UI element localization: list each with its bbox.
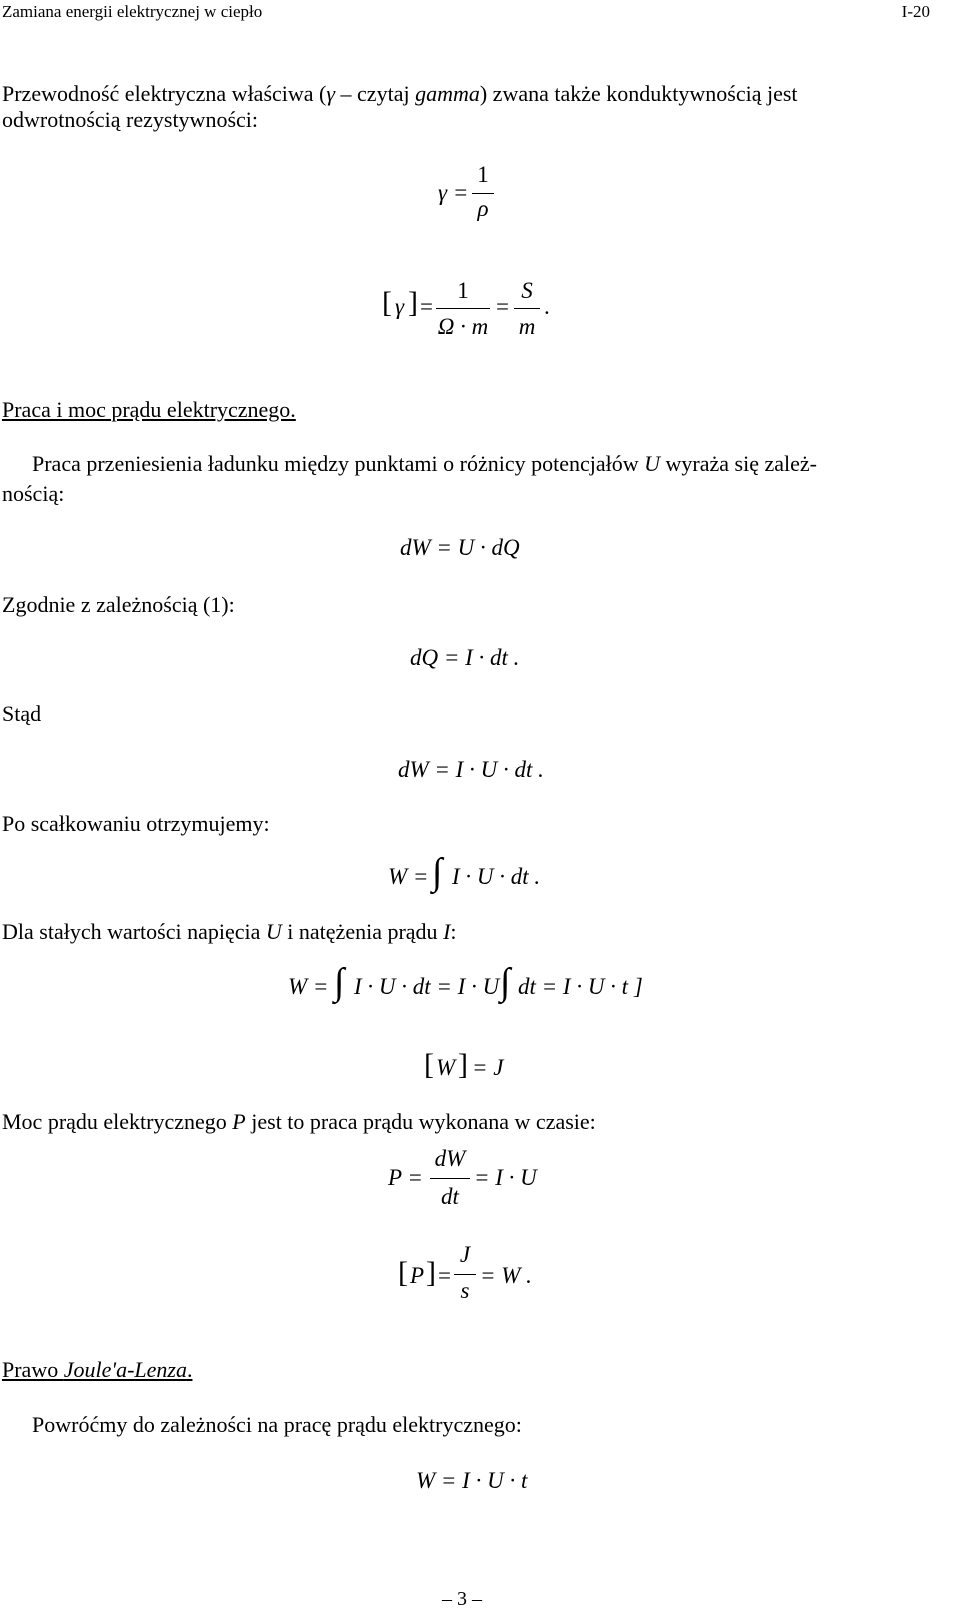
eq1-fraction bbox=[472, 160, 494, 230]
eq10-P: P bbox=[410, 1263, 425, 1288]
eq8-rhs: = J bbox=[472, 1055, 504, 1080]
eq6-rhs: I · U · dt . bbox=[452, 864, 541, 889]
eq2-fraction-b bbox=[514, 272, 540, 342]
paragraph-conductivity-line2: odwrotnością rezystywności: bbox=[2, 107, 258, 132]
eq2-equals-a: = bbox=[420, 294, 433, 319]
text-segment: Dla stałych wartości napięcia bbox=[2, 919, 266, 944]
symbol-U: U bbox=[644, 451, 661, 476]
equation-W-IUt: W = I · U · t bbox=[416, 1468, 528, 1493]
integral-sign: ∫ bbox=[500, 961, 511, 1003]
eq7-rhs: dt = I · U · t ] bbox=[518, 974, 643, 999]
text-segment: jest to praca prądu wykonana w czasie: bbox=[245, 1109, 596, 1134]
eq2-fraction-a bbox=[436, 272, 490, 342]
gamma-symbol: γ bbox=[326, 81, 336, 106]
text-segment: Przewodność elektryczna właściwa ( bbox=[2, 81, 327, 106]
eq1-lhs: γ = bbox=[438, 180, 469, 205]
eq8-W: W bbox=[436, 1055, 456, 1080]
eq9-fraction bbox=[430, 1146, 470, 1216]
text-po-scalkowaniu: Po scałkowaniu otrzymujemy: bbox=[2, 811, 270, 836]
running-header-page: I-20 bbox=[901, 2, 930, 21]
eq9-numerator: dW bbox=[434, 1146, 466, 1171]
text-stad: Stąd bbox=[2, 701, 42, 726]
eq6-lhs: W = bbox=[388, 864, 429, 889]
text-zgodnie: Zgodnie z zależnością (1): bbox=[2, 592, 235, 617]
page-number: – 3 – bbox=[442, 1588, 482, 1610]
text-segment: Moc prądu elektrycznego bbox=[2, 1109, 233, 1134]
fraction-bar bbox=[472, 193, 494, 194]
integral-sign: ∫ bbox=[334, 961, 345, 1003]
eq10-right-bracket: ] bbox=[426, 1256, 436, 1289]
paragraph-work-line2: nością: bbox=[2, 481, 65, 506]
joule-lenz-name: Joule'a-Lenza bbox=[63, 1357, 187, 1382]
eq2-numerator-a: 1 bbox=[457, 278, 469, 303]
section-heading-work-power: Praca i moc prądu elektrycznego. bbox=[2, 397, 296, 422]
eq9-rhs: = I · U bbox=[474, 1165, 537, 1190]
eq10-rhs: = W . bbox=[480, 1263, 532, 1288]
text-segment: i natężenia prądu bbox=[281, 919, 444, 944]
symbol-P: P bbox=[232, 1109, 246, 1134]
eq1-denominator: ρ bbox=[477, 196, 489, 221]
text-segment: : bbox=[450, 919, 457, 944]
paragraph-power bbox=[2, 1108, 596, 1136]
equation-dW-UdQ: dW = U · dQ bbox=[400, 535, 520, 560]
paragraph-work bbox=[32, 450, 817, 478]
eq2-denominator-a: Ω · m bbox=[437, 314, 489, 339]
eq2-period: . bbox=[544, 294, 550, 319]
fraction-bar bbox=[436, 308, 490, 309]
eq10-equals: = bbox=[438, 1263, 451, 1288]
eq9-lhs: P = bbox=[388, 1165, 423, 1190]
paragraph-constant-values bbox=[2, 918, 457, 946]
section-heading-joule-lenz bbox=[2, 1356, 192, 1384]
text-segment: Praca przeniesienia ładunku między punktami o różnicy potencjałów bbox=[32, 451, 645, 476]
eq2-equals-b: = bbox=[496, 294, 509, 319]
eq10-numerator: J bbox=[459, 1242, 471, 1267]
paragraph-conductivity bbox=[2, 80, 798, 108]
equation-dW-IUdt: dW = I · U · dt . bbox=[398, 757, 544, 782]
eq2-numerator-b: S bbox=[521, 278, 533, 303]
paragraph-return: Powróćmy do zależności na pracę prądu elektrycznego: bbox=[32, 1412, 522, 1437]
fraction-bar bbox=[430, 1178, 470, 1179]
eq8-right-bracket: ] bbox=[458, 1048, 468, 1081]
equation-dQ-Idt: dQ = I · dt . bbox=[410, 645, 520, 670]
eq7-lhs: W = bbox=[288, 974, 329, 999]
gamma-word: gamma bbox=[415, 81, 480, 106]
eq2-left-bracket: [ bbox=[382, 286, 392, 319]
eq1-numerator: 1 bbox=[477, 162, 489, 187]
eq10-denominator: s bbox=[460, 1278, 470, 1303]
eq9-denominator: dt bbox=[441, 1184, 459, 1209]
text-segment: . bbox=[186, 1357, 193, 1382]
symbol-U: U bbox=[265, 919, 282, 944]
fraction-bar bbox=[454, 1274, 476, 1275]
text-segment: – czytaj bbox=[335, 81, 416, 106]
text-segment: wyraża się zależ- bbox=[660, 451, 817, 476]
eq8-left-bracket: [ bbox=[424, 1048, 434, 1081]
running-header-title: Zamiana energii elektrycznej w ciepło bbox=[2, 2, 263, 21]
eq7-middle: I · U · dt = I · U bbox=[354, 974, 500, 999]
symbol-I: I bbox=[443, 919, 451, 944]
text-segment: Prawo bbox=[2, 1357, 64, 1382]
eq2-gamma: γ bbox=[395, 294, 405, 319]
integral-sign: ∫ bbox=[432, 851, 443, 893]
fraction-bar bbox=[514, 308, 540, 309]
text-segment: ) zwana także konduktywnością jest bbox=[479, 81, 798, 106]
eq2-denominator-b: m bbox=[518, 314, 536, 339]
eq2-right-bracket: ] bbox=[408, 286, 418, 319]
eq10-left-bracket: [ bbox=[398, 1256, 408, 1289]
eq10-fraction bbox=[454, 1242, 476, 1312]
